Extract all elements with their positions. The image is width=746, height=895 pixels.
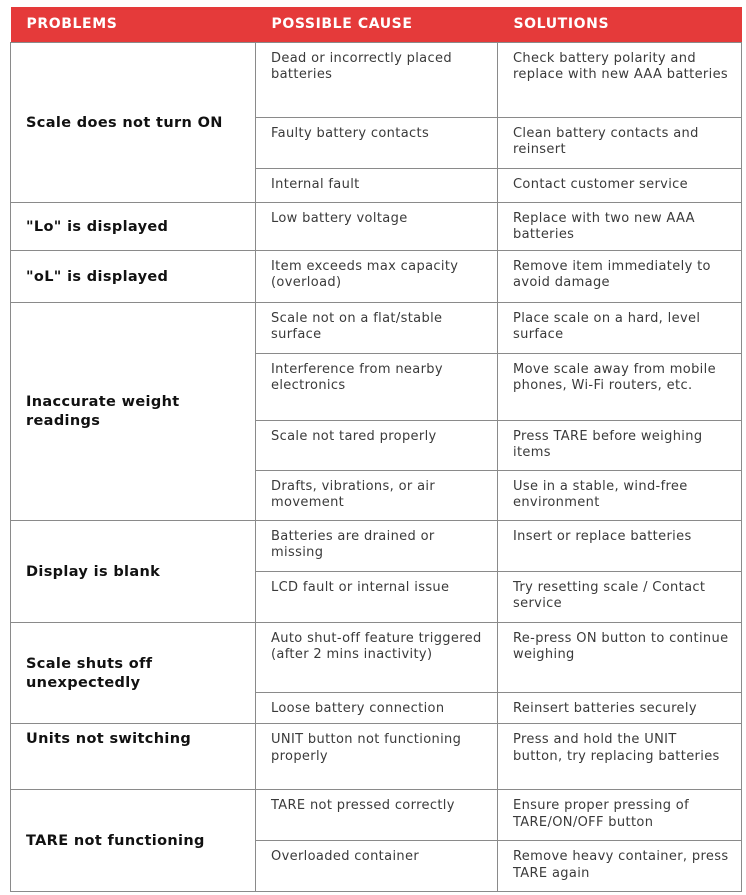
cause-cell: UNIT button not functioning properly: [256, 724, 498, 790]
cause-cell: Internal fault: [256, 168, 498, 202]
header-possible-cause: POSSIBLE CAUSE: [256, 7, 498, 42]
cause-cell: Drafts, vibrations, or air movement: [256, 470, 498, 520]
problem-cell: Display is blank: [11, 520, 256, 622]
problem-cell: Units not switching: [11, 724, 256, 790]
cause-cell: TARE not pressed correctly: [256, 790, 498, 841]
problem-cell: Inaccurate weight readings: [11, 302, 256, 520]
solution-cell: Try resetting scale / Contact service: [498, 571, 742, 622]
table-row: [11, 790, 742, 841]
table-row: [11, 42, 742, 117]
table-row: [11, 202, 742, 250]
solution-cell: Remove item immediately to avoid damage: [498, 250, 742, 302]
solution-cell: Ensure proper pressing of TARE/ON/OFF button: [498, 790, 742, 841]
table-row: [11, 724, 742, 790]
cause-cell: Interference from nearby electronics: [256, 353, 498, 420]
solution-cell: Re-press ON button to continue weighing: [498, 622, 742, 692]
problem-cell: "oL" is displayed: [11, 250, 256, 302]
solution-cell: Contact customer service: [498, 168, 742, 202]
header-problems: PROBLEMS: [11, 7, 256, 42]
solution-cell: Move scale away from mobile phones, Wi-Fi routers, etc.: [498, 353, 742, 420]
solution-cell: Check battery polarity and replace with new AAA batteries: [498, 42, 742, 117]
table-header-row: [11, 7, 742, 42]
header-solutions: SOLUTIONS: [498, 7, 742, 42]
cause-cell: Batteries are drained or missing: [256, 520, 498, 571]
table-row: [11, 302, 742, 353]
solution-cell: Use in a stable, wind-free environment: [498, 470, 742, 520]
cause-cell: Loose battery connection: [256, 692, 498, 724]
solution-cell: Replace with two new AAA batteries: [498, 202, 742, 250]
problem-cell: "Lo" is displayed: [11, 202, 256, 250]
cause-cell: Scale not on a flat/stable surface: [256, 302, 498, 353]
cause-cell: Overloaded container: [256, 841, 498, 892]
problem-cell: Scale shuts off unexpectedly: [11, 622, 256, 724]
cause-cell: Auto shut-off feature triggered (after 2 mins inactivity): [256, 622, 498, 692]
cause-cell: LCD fault or internal issue: [256, 571, 498, 622]
cause-cell: Dead or incorrectly placed batteries: [256, 42, 498, 117]
cause-cell: Scale not tared properly: [256, 420, 498, 470]
cause-cell: Faulty battery contacts: [256, 117, 498, 168]
problem-cell: TARE not functioning: [11, 790, 256, 892]
solution-cell: Press TARE before weighing items: [498, 420, 742, 470]
solution-cell: Insert or replace batteries: [498, 520, 742, 571]
cause-cell: Low battery voltage: [256, 202, 498, 250]
solution-cell: Remove heavy container, press TARE again: [498, 841, 742, 892]
solution-cell: Reinsert batteries securely: [498, 692, 742, 724]
cause-cell: Item exceeds max capacity (overload): [256, 250, 498, 302]
table-row: [11, 622, 742, 692]
solution-cell: Clean battery contacts and reinsert: [498, 117, 742, 168]
solution-cell: Place scale on a hard, level surface: [498, 302, 742, 353]
troubleshooting-table: [10, 7, 742, 892]
table-row: [11, 520, 742, 571]
table-row: [11, 250, 742, 302]
problem-cell: Scale does not turn ON: [11, 42, 256, 202]
solution-cell: Press and hold the UNIT button, try replacing batteries: [498, 724, 742, 790]
